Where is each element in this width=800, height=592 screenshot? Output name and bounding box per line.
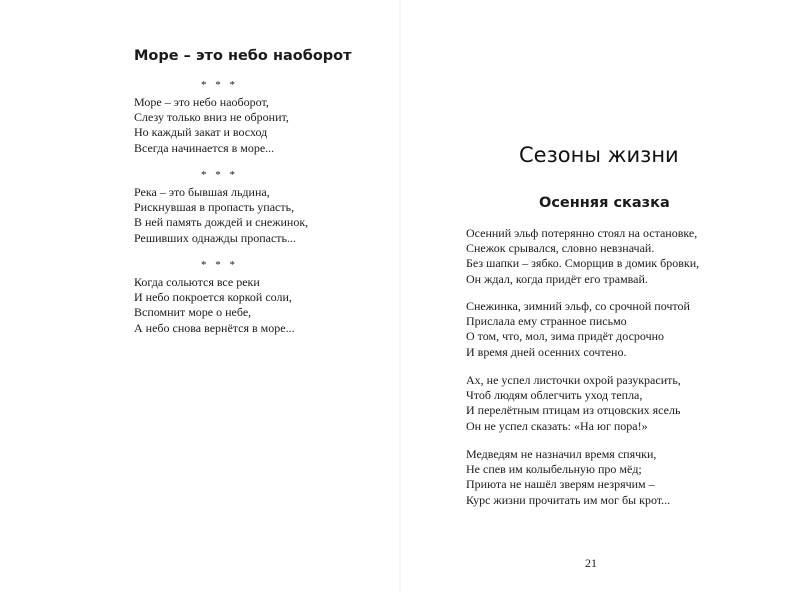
- verse-line: И небо покроется коркой соли,: [134, 290, 292, 305]
- section-title: Сезоны жизни: [519, 143, 679, 167]
- stanza: [134, 95, 289, 156]
- verse-line: О том, что, мол, зима придёт досрочно: [466, 329, 665, 344]
- verse-line: А небо снова вернётся в море...: [134, 320, 295, 335]
- stanza-separator: * * *: [201, 79, 238, 91]
- verse-line: Рискнувшая в пропасть упасть,: [134, 200, 295, 215]
- verse-line: Море – это небо наоборот,: [134, 95, 269, 109]
- stanza: [466, 447, 670, 508]
- verse-line: Прислала ему странное письмо: [466, 314, 627, 329]
- verse-line: Всегда начинается в море...: [134, 140, 275, 155]
- verse-line: Курс жизни прочитать им мог бы крот...: [466, 492, 671, 507]
- verse-line: И перелётным птицам из отцовских ясель: [466, 403, 681, 418]
- verse-line: Он ждал, когда придёт его трамвай.: [466, 271, 648, 286]
- verse-line: Медведям не назначил время спячки,: [466, 447, 657, 461]
- verse-line: Снежок срывался, словно невзначай.: [466, 241, 655, 256]
- verse-line: Не спев им колыбельную про мёд;: [466, 462, 642, 477]
- left-page: [0, 0, 399, 592]
- page-number: 21: [585, 556, 597, 570]
- verse-line: Решивших однажды пропасть...: [134, 230, 297, 245]
- stanza: [466, 299, 690, 360]
- verse-line: Снежинка, зимний эльф, со срочной почтой: [466, 299, 690, 313]
- verse-line: Он не успел сказать: «На юг пора!»: [466, 418, 648, 433]
- verse-line: Без шапки – зябко. Сморщив в домик бровки,: [466, 256, 700, 271]
- verse-line: Вспомнит море о небе,: [134, 305, 252, 320]
- verse-line: Осенний эльф потерянно стоял на остановке,: [466, 226, 698, 240]
- poem-title: Море – это небо наоборот: [134, 48, 352, 64]
- stanza: [466, 226, 699, 287]
- stanza-separator: * * *: [201, 169, 238, 181]
- verse-line: Ах, не успел листочки охрой разукрасить,: [466, 373, 681, 387]
- verse-line: Слезу только вниз не обронит,: [134, 110, 289, 125]
- verse-line: Чтоб людям облегчить уход тепла,: [466, 388, 643, 403]
- verse-line: Но каждый закат и восход: [134, 125, 268, 140]
- poem-title: Осенняя сказка: [539, 195, 670, 211]
- stanza: [134, 275, 295, 336]
- verse-line: Приюта не нашёл зверям незрячим –: [466, 477, 655, 492]
- verse-line: В ней память дождей и снежинок,: [134, 215, 309, 230]
- stanza-separator: * * *: [201, 259, 238, 271]
- stanza: [134, 185, 308, 246]
- verse-line: Река – это бывшая льдина,: [134, 185, 270, 199]
- stanza: [466, 373, 681, 434]
- verse-line: Когда сольются все реки: [134, 275, 260, 289]
- verse-line: И время дней осенних сочтено.: [466, 344, 627, 359]
